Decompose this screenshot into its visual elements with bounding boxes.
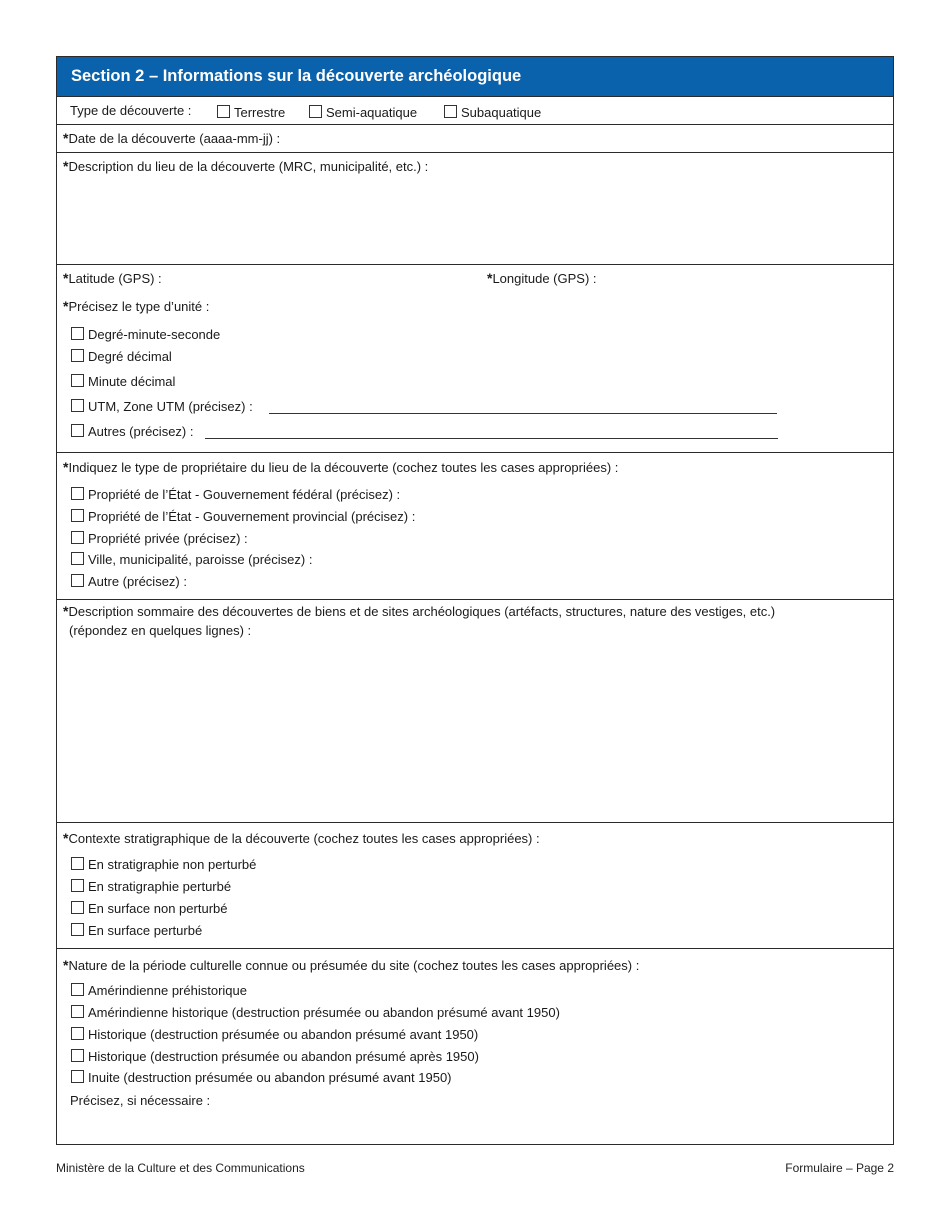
sommaire-label-2: (répondez en quelques lignes) : [69, 623, 252, 638]
periode-row: *Nature de la période culturelle connue ou présumée du site (cochez toutes les cases appropriées) : Amérindienne préhistorique Amérindienne historique (destruction présumée ou abandon présumé avant 1950) Historique (destruction présumée ou abandon présumé avant 1950) Historique (destruction présumée ou abandon présumé après 1950) Inuite (destruction présumée ou abandon présumé avant 1950) Précisez, si nécessaire : [63, 957, 640, 1108]
unit-label: Précisez le type d’unité : [68, 299, 210, 314]
contexte-row: *Contexte stratigraphique de la découverte (cochez toutes les cases appropriées) : En stratigraphie non perturbé En stratigraphie perturbé En surface non perturbé En surface perturbé [57, 823, 893, 949]
contexte-option[interactable]: En stratigraphie perturbé [71, 879, 231, 894]
date-row[interactable]: *Date de la découverte (aaaa-mm-jj) : [57, 125, 893, 153]
contexte-option[interactable]: En surface perturbé [71, 923, 202, 938]
unit-option[interactable]: Autres (précisez) : [71, 424, 193, 439]
checkbox[interactable] [309, 105, 322, 118]
gps-row: *Latitude (GPS) : *Longitude (GPS) : *Précisez le type d’unité : Degré-minute-seconde Degré décimal Minute décimal UTM, Zone UTM (précisez) : Autres (précisez) : [57, 265, 893, 453]
section-title: Section 2 – Informations sur la découverte archéologique [57, 57, 893, 97]
type-label: Type de découverte : [70, 103, 192, 118]
unit-option[interactable]: Degré décimal [71, 349, 172, 364]
periode-option[interactable]: Amérindienne historique (destruction présumée ou abandon présumé avant 1950) [71, 1005, 560, 1020]
proprietaire-label: Indiquez le type de propriétaire du lieu de la découverte (cochez toutes les cases appropriées) : [68, 460, 619, 475]
contexte-option[interactable]: En surface non perturbé [71, 901, 227, 916]
contexte-label: Contexte stratigraphique de la découverte (cochez toutes les cases appropriées) : [68, 831, 540, 846]
lieu-row[interactable]: *Description du lieu de la découverte (MRC, municipalité, etc.) : [57, 153, 893, 265]
type-terrestre[interactable]: Terrestre [217, 105, 285, 120]
proprietaire-option[interactable]: Propriété de l’État - Gouvernement fédéral (précisez) : [71, 487, 400, 502]
proprietaire-option[interactable]: Ville, municipalité, paroisse (précisez) : [71, 552, 312, 567]
sommaire-label-1: Description sommaire des découvertes de biens et de sites archéologiques (artéfacts, structures, nature des vestiges, etc.) [68, 604, 776, 619]
precisez-label: Précisez, si nécessaire : [70, 1093, 211, 1108]
sommaire-row[interactable]: *Description sommaire des découvertes de biens et de sites archéologiques (artéfacts, structures, nature des vestiges, etc.) (répondez en quelques lignes) : [57, 600, 893, 823]
contexte-option[interactable]: En stratigraphie non perturbé [71, 857, 256, 872]
unit-option[interactable]: Degré-minute-seconde [71, 327, 220, 342]
checkbox[interactable] [444, 105, 457, 118]
footer-left: Ministère de la Culture et des Communications [56, 1161, 305, 1175]
periode-label: Nature de la période culturelle connue ou présumée du site (cochez toutes les cases appropriées) : [68, 958, 640, 973]
lieu-label: Description du lieu de la découverte (MRC, municipalité, etc.) : [68, 159, 429, 174]
type-semi-aquatique[interactable]: Semi-aquatique [309, 105, 417, 120]
unit-option[interactable]: UTM, Zone UTM (précisez) : [71, 399, 253, 414]
discovery-form [56, 56, 894, 1145]
utm-input-line[interactable] [269, 403, 777, 414]
date-label: Date de la découverte (aaaa-mm-jj) : [68, 131, 281, 146]
proprietaire-option[interactable]: Propriété de l’État - Gouvernement provincial (précisez) : [71, 509, 415, 524]
longitude-label: Longitude (GPS) : [492, 271, 597, 286]
latitude-label: Latitude (GPS) : [68, 271, 162, 286]
periode-option[interactable]: Inuite (destruction présumée ou abandon présumé avant 1950) [71, 1070, 452, 1085]
periode-option[interactable]: Historique (destruction présumée ou abandon présumé après 1950) [71, 1049, 479, 1064]
autres-input-line[interactable] [205, 428, 778, 439]
proprietaire-row: *Indiquez le type de propriétaire du lieu de la découverte (cochez toutes les cases appropriées) : Propriété de l’État - Gouvernement fédéral (précisez) : Propriété de l’État - Gouvernement provincial (précisez) : Propriété privée (précisez) : Ville, municipalité, paroisse (précisez) : Autre (précisez) : [57, 453, 893, 600]
proprietaire-option[interactable]: Propriété privée (précisez) : [71, 531, 248, 546]
periode-option[interactable]: Amérindienne préhistorique [71, 983, 247, 998]
type-subaquatique[interactable]: Subaquatique [444, 105, 541, 120]
proprietaire-option[interactable]: Autre (précisez) : [71, 574, 187, 589]
periode-option[interactable]: Historique (destruction présumée ou abandon présumé avant 1950) [71, 1027, 478, 1042]
type-row [57, 97, 893, 125]
checkbox[interactable] [217, 105, 230, 118]
unit-option[interactable]: Minute décimal [71, 374, 175, 389]
footer-right: Formulaire – Page 2 [785, 1161, 894, 1175]
